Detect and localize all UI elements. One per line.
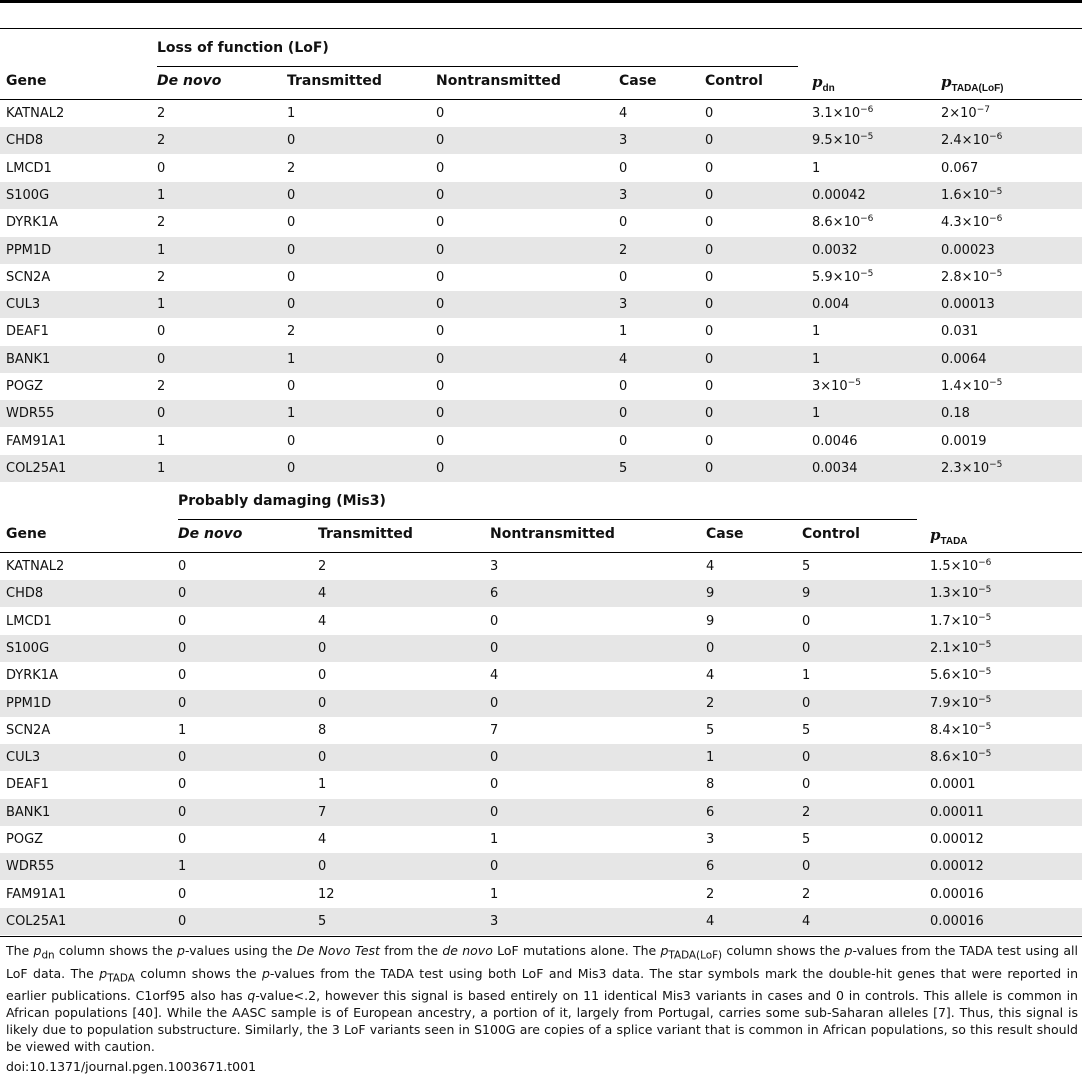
lof-cell-p-tada: $2.3\times 10^{-5}$ — [941, 459, 1003, 476]
lof-cell-transmitted: 0 — [287, 433, 296, 449]
mis3-cell-de-novo: 0 — [178, 559, 187, 574]
mis3-cell-de-novo: 0 — [178, 832, 187, 847]
mis3-header-gene: Gene — [6, 526, 47, 542]
mis3-cell-gene: SCN2A — [6, 722, 51, 738]
lof-cell-p-dn: 0.0032 — [812, 242, 858, 258]
mis3-cell-nontransmitted: 4 — [490, 668, 499, 684]
mis3-cell-gene: DYRK1A — [6, 668, 58, 684]
lof-cell-case: 4 — [619, 106, 628, 121]
lof-cell-nontransmitted: 0 — [436, 379, 445, 394]
mis3-cell-p-tada: 0.00011 — [930, 804, 984, 820]
lof-cell-p-dn: $3\times 10^{-5}$ — [812, 378, 861, 394]
lof-cell-gene: S100G — [6, 187, 50, 203]
mis3-cell-p-tada: $7.9\times 10^{-5}$ — [930, 694, 992, 711]
lof-cell-p-dn: $8.6\times 10^{-6}$ — [812, 214, 874, 231]
mis3-group-rule — [178, 519, 917, 520]
lof-cell-p-tada: $2.4\times 10^{-6}$ — [941, 132, 1003, 149]
mis3-group-title: Probably damaging (Mis3) — [178, 493, 386, 509]
lof-cell-p-tada: $4.3\times 10^{-6}$ — [941, 214, 1003, 231]
table-row — [0, 635, 1082, 662]
lof-cell-de-novo: 1 — [157, 460, 166, 476]
table-row — [0, 608, 1082, 635]
lof-cell-control: 0 — [705, 106, 714, 121]
mis3-header-control: Control — [802, 526, 860, 542]
table-row — [0, 209, 1082, 236]
lof-cell-p-dn: $3.1\times 10^{-6}$ — [812, 105, 874, 121]
table-row — [0, 662, 1082, 689]
lof-cell-control: 0 — [705, 242, 714, 258]
mis3-cell-case: 1 — [706, 750, 715, 766]
mis3-header-p-tada: $p_{TADA}$ — [930, 526, 968, 547]
lof-cell-nontransmitted: 0 — [436, 297, 445, 313]
mis3-cell-p-tada: $5.6\times 10^{-5}$ — [930, 667, 992, 684]
mis3-cell-nontransmitted: 0 — [490, 750, 499, 766]
mis3-cell-control: 0 — [802, 640, 811, 656]
table-row — [0, 127, 1082, 154]
mis3-cell-case: 2 — [706, 695, 715, 711]
table-row — [0, 346, 1082, 373]
lof-cell-de-novo: 2 — [157, 215, 166, 231]
lof-cell-gene: BANK1 — [6, 351, 51, 367]
mis3-cell-de-novo: 0 — [178, 668, 187, 684]
lof-cell-control: 0 — [705, 297, 714, 313]
table-row — [0, 318, 1082, 345]
lof-cell-nontransmitted: 0 — [436, 351, 445, 367]
lof-cell-transmitted: 0 — [287, 297, 296, 313]
lof-cell-p-tada: $1.6\times 10^{-5}$ — [941, 186, 1003, 203]
mis3-cell-p-tada: $2.1\times 10^{-5}$ — [930, 639, 992, 656]
mis3-cell-control: 0 — [802, 613, 811, 629]
lof-cell-transmitted: 2 — [287, 324, 296, 340]
lof-cell-gene: DYRK1A — [6, 215, 58, 231]
mis3-cell-case: 4 — [706, 559, 715, 574]
mis3-cell-de-novo: 1 — [178, 722, 187, 738]
mis3-cell-case: 9 — [706, 586, 715, 602]
lof-header-nontransmitted: Nontransmitted — [436, 73, 561, 89]
mis3-cell-case: 6 — [706, 804, 715, 820]
lof-cell-p-dn: $5.9\times 10^{-5}$ — [812, 268, 874, 285]
mis3-cell-p-tada: 0.0001 — [930, 777, 976, 793]
lof-cell-de-novo: 1 — [157, 433, 166, 449]
table-row — [0, 428, 1082, 455]
mis3-cell-de-novo: 0 — [178, 695, 187, 711]
lof-cell-control: 0 — [705, 215, 714, 231]
table-row — [0, 799, 1082, 826]
lof-cell-case: 0 — [619, 406, 628, 422]
mis3-cell-gene: COL25A1 — [6, 913, 67, 929]
lof-cell-case: 0 — [619, 379, 628, 394]
mis3-cell-nontransmitted: 0 — [490, 859, 499, 875]
lof-header-transmitted: Transmitted — [287, 73, 382, 89]
mis3-cell-control: 9 — [802, 586, 811, 602]
doi-line: doi:10.1371/journal.pgen.1003671.t001 — [6, 1059, 257, 1074]
mis3-cell-gene: BANK1 — [6, 804, 51, 820]
mis3-cell-transmitted: 0 — [318, 859, 327, 875]
mis3-cell-de-novo: 0 — [178, 777, 187, 793]
table-row — [0, 100, 1082, 127]
mis3-cell-nontransmitted: 6 — [490, 586, 499, 602]
mis3-cell-transmitted: 5 — [318, 913, 327, 929]
table-bottom-rule — [0, 936, 1082, 937]
table-row — [0, 264, 1082, 291]
table-row — [0, 182, 1082, 209]
lof-cell-transmitted: 0 — [287, 133, 296, 149]
lof-cell-control: 0 — [705, 133, 714, 149]
lof-cell-gene: KATNAL2 — [6, 106, 65, 121]
mis3-cell-transmitted: 0 — [318, 640, 327, 656]
mis3-cell-gene: POGZ — [6, 832, 44, 847]
lof-cell-p-tada: 0.00013 — [941, 297, 995, 313]
mis3-cell-nontransmitted: 3 — [490, 913, 499, 929]
lof-cell-case: 2 — [619, 242, 628, 258]
mis3-cell-gene: FAM91A1 — [6, 886, 67, 902]
mis3-cell-control: 0 — [802, 750, 811, 766]
lof-cell-de-novo: 1 — [157, 242, 166, 258]
lof-header-gene: Gene — [6, 73, 47, 89]
mis3-cell-gene: DEAF1 — [6, 777, 49, 793]
mis3-cell-de-novo: 0 — [178, 613, 187, 629]
table-row — [0, 826, 1082, 853]
lof-cell-nontransmitted: 0 — [436, 324, 445, 340]
lof-cell-case: 1 — [619, 324, 628, 340]
mis3-cell-transmitted: 8 — [318, 722, 327, 738]
table-row — [0, 291, 1082, 318]
lof-cell-de-novo: 0 — [157, 406, 166, 422]
mis3-cell-control: 0 — [802, 859, 811, 875]
mis3-cell-de-novo: 0 — [178, 886, 187, 902]
mis3-cell-case: 8 — [706, 777, 715, 793]
mis3-cell-control: 0 — [802, 695, 811, 711]
lof-cell-nontransmitted: 0 — [436, 106, 445, 121]
mis3-cell-case: 2 — [706, 886, 715, 902]
table-row — [0, 455, 1082, 482]
lof-cell-control: 0 — [705, 351, 714, 367]
lof-cell-transmitted: 0 — [287, 242, 296, 258]
mis3-cell-control: 1 — [802, 668, 811, 684]
mis3-cell-nontransmitted: 0 — [490, 640, 499, 656]
mis3-cell-control: 5 — [802, 722, 811, 738]
mis3-cell-control: 2 — [802, 886, 811, 902]
lof-cell-p-dn: 0.00042 — [812, 187, 866, 203]
mis3-cell-nontransmitted: 7 — [490, 722, 499, 738]
lof-cell-de-novo: 2 — [157, 133, 166, 149]
mis3-cell-transmitted: 2 — [318, 559, 327, 574]
mis3-cell-p-tada: $8.6\times 10^{-5}$ — [930, 749, 992, 766]
lof-cell-control: 0 — [705, 160, 714, 176]
lof-cell-de-novo: 2 — [157, 269, 166, 285]
lof-cell-transmitted: 1 — [287, 351, 296, 367]
table-row — [0, 580, 1082, 607]
lof-cell-nontransmitted: 0 — [436, 433, 445, 449]
lof-cell-p-dn: 1 — [812, 406, 821, 422]
lof-cell-p-dn: $9.5\times 10^{-5}$ — [812, 132, 874, 149]
lof-cell-nontransmitted: 0 — [436, 406, 445, 422]
mis3-cell-nontransmitted: 3 — [490, 559, 499, 574]
lof-cell-control: 0 — [705, 324, 714, 340]
lof-cell-gene: FAM91A1 — [6, 433, 67, 449]
lof-cell-case: 0 — [619, 433, 628, 449]
lof-cell-nontransmitted: 0 — [436, 242, 445, 258]
lof-cell-p-tada: 0.0019 — [941, 433, 987, 449]
mis3-cell-nontransmitted: 0 — [490, 695, 499, 711]
lof-cell-control: 0 — [705, 269, 714, 285]
lof-cell-gene: CHD8 — [6, 133, 44, 149]
lof-cell-p-dn: 0.0046 — [812, 433, 858, 449]
table-row — [0, 237, 1082, 264]
mis3-cell-gene: CHD8 — [6, 586, 44, 602]
lof-header-p-tada-lof: $p_{TADA(LoF)}$ — [941, 73, 1004, 94]
mis3-cell-case: 5 — [706, 722, 715, 738]
lof-cell-case: 5 — [619, 460, 628, 476]
lof-cell-case: 0 — [619, 269, 628, 285]
mis3-header-case: Case — [706, 526, 744, 542]
mis3-cell-gene: PPM1D — [6, 695, 52, 711]
mis3-cell-nontransmitted: 0 — [490, 804, 499, 820]
table-row — [0, 717, 1082, 744]
mis3-cell-transmitted: 0 — [318, 750, 327, 766]
lof-cell-transmitted: 0 — [287, 269, 296, 285]
mis3-cell-nontransmitted: 1 — [490, 886, 499, 902]
table-top-border — [0, 0, 1082, 3]
lof-group-title: Loss of function (LoF) — [157, 40, 329, 56]
lof-cell-p-tada: 0.031 — [941, 324, 979, 340]
mis3-cell-gene: S100G — [6, 640, 50, 656]
mis3-cell-gene: WDR55 — [6, 859, 55, 875]
lof-cell-p-tada: 0.18 — [941, 406, 970, 422]
lof-cell-p-dn: 1 — [812, 324, 821, 340]
lof-cell-control: 0 — [705, 433, 714, 449]
mis3-cell-gene: CUL3 — [6, 750, 41, 766]
mis3-cell-gene: LMCD1 — [6, 613, 52, 629]
lof-cell-nontransmitted: 0 — [436, 460, 445, 476]
mis3-cell-control: 4 — [802, 913, 811, 929]
mis3-cell-case: 0 — [706, 640, 715, 656]
lof-cell-control: 0 — [705, 187, 714, 203]
mis3-cell-transmitted: 4 — [318, 586, 327, 602]
lof-cell-gene: SCN2A — [6, 269, 51, 285]
mis3-header-nontransmitted: Nontransmitted — [490, 526, 615, 542]
table-row — [0, 155, 1082, 182]
lof-cell-p-tada: $2\times 10^{-7}$ — [941, 105, 990, 121]
lof-cell-case: 3 — [619, 187, 628, 203]
table-row — [0, 553, 1082, 580]
mis3-header-de-novo: De novo — [178, 526, 243, 542]
lof-cell-de-novo: 1 — [157, 297, 166, 313]
lof-cell-nontransmitted: 0 — [436, 215, 445, 231]
lof-cell-gene: CUL3 — [6, 297, 41, 313]
lof-header-case: Case — [619, 73, 657, 89]
lof-cell-de-novo: 2 — [157, 106, 166, 121]
lof-cell-de-novo: 0 — [157, 160, 166, 176]
table-row — [0, 881, 1082, 908]
lof-cell-transmitted: 1 — [287, 106, 296, 121]
lof-cell-gene: LMCD1 — [6, 160, 52, 176]
lof-header-p-dn: $p_{dn}$ — [812, 73, 835, 94]
mis3-cell-case: 3 — [706, 832, 715, 847]
lof-cell-p-tada: 0.067 — [941, 160, 979, 176]
table-row — [0, 744, 1082, 771]
mis3-cell-p-tada: 0.00016 — [930, 913, 984, 929]
lof-cell-transmitted: 1 — [287, 406, 296, 422]
lof-cell-nontransmitted: 0 — [436, 269, 445, 285]
lof-cell-transmitted: 0 — [287, 379, 296, 394]
mis3-cell-control: 5 — [802, 832, 811, 847]
lof-cell-nontransmitted: 0 — [436, 133, 445, 149]
lof-cell-case: 0 — [619, 160, 628, 176]
lof-cell-gene: COL25A1 — [6, 460, 67, 476]
mis3-cell-transmitted: 7 — [318, 804, 327, 820]
mis3-cell-p-tada: 0.00012 — [930, 832, 984, 847]
mis3-cell-transmitted: 0 — [318, 668, 327, 684]
table-row — [0, 373, 1082, 400]
mis3-cell-case: 4 — [706, 913, 715, 929]
mis3-cell-transmitted: 4 — [318, 832, 327, 847]
mis3-cell-control: 0 — [802, 777, 811, 793]
lof-cell-de-novo: 2 — [157, 379, 166, 394]
lof-cell-transmitted: 0 — [287, 460, 296, 476]
lof-cell-p-dn: 0.004 — [812, 297, 850, 313]
lof-cell-control: 0 — [705, 460, 714, 476]
mis3-cell-de-novo: 0 — [178, 586, 187, 602]
lof-cell-p-tada: $1.4\times 10^{-5}$ — [941, 378, 1003, 394]
table-row — [0, 690, 1082, 717]
mis3-cell-nontransmitted: 0 — [490, 777, 499, 793]
lof-cell-transmitted: 0 — [287, 187, 296, 203]
table-header-top-rule — [0, 28, 1082, 29]
lof-cell-p-dn: 1 — [812, 351, 821, 367]
mis3-header-transmitted: Transmitted — [318, 526, 413, 542]
mis3-cell-p-tada: $1.5\times 10^{-6}$ — [930, 558, 992, 574]
mis3-cell-transmitted: 4 — [318, 613, 327, 629]
lof-cell-transmitted: 2 — [287, 160, 296, 176]
lof-cell-control: 0 — [705, 406, 714, 422]
mis3-cell-case: 6 — [706, 859, 715, 875]
lof-cell-gene: DEAF1 — [6, 324, 49, 340]
mis3-cell-de-novo: 0 — [178, 750, 187, 766]
mis3-cell-p-tada: $1.7\times 10^{-5}$ — [930, 612, 992, 629]
mis3-cell-de-novo: 0 — [178, 640, 187, 656]
lof-cell-transmitted: 0 — [287, 215, 296, 231]
lof-cell-de-novo: 0 — [157, 324, 166, 340]
lof-group-rule — [157, 66, 798, 67]
mis3-cell-de-novo: 0 — [178, 913, 187, 929]
lof-cell-p-tada: 0.00023 — [941, 242, 995, 258]
mis3-cell-de-novo: 1 — [178, 859, 187, 875]
lof-cell-p-dn: 1 — [812, 160, 821, 176]
lof-cell-control: 0 — [705, 379, 714, 394]
mis3-cell-p-tada: $8.4\times 10^{-5}$ — [930, 721, 992, 738]
lof-cell-p-tada: $2.8\times 10^{-5}$ — [941, 268, 1003, 285]
mis3-cell-gene: KATNAL2 — [6, 559, 65, 574]
mis3-cell-nontransmitted: 0 — [490, 613, 499, 629]
mis3-cell-case: 9 — [706, 613, 715, 629]
mis3-cell-p-tada: 0.00012 — [930, 859, 984, 875]
table-row — [0, 400, 1082, 427]
table-row — [0, 771, 1082, 798]
lof-cell-nontransmitted: 0 — [436, 160, 445, 176]
lof-cell-case: 4 — [619, 351, 628, 367]
lof-header-control: Control — [705, 73, 763, 89]
lof-cell-case: 3 — [619, 133, 628, 149]
mis3-cell-case: 4 — [706, 668, 715, 684]
mis3-cell-p-tada: 0.00016 — [930, 886, 984, 902]
mis3-cell-transmitted: 0 — [318, 695, 327, 711]
lof-header-de-novo: De novo — [157, 73, 222, 89]
lof-cell-de-novo: 0 — [157, 351, 166, 367]
mis3-cell-control: 5 — [802, 559, 811, 574]
mis3-cell-transmitted: 12 — [318, 886, 335, 902]
lof-cell-case: 0 — [619, 215, 628, 231]
mis3-cell-de-novo: 0 — [178, 804, 187, 820]
mis3-cell-transmitted: 1 — [318, 777, 327, 793]
lof-cell-p-dn: 0.0034 — [812, 460, 858, 476]
lof-cell-de-novo: 1 — [157, 187, 166, 203]
table-footnote: The $p_{dn}$ column shows the p-values using the De Novo Test from the de novo LoF mutations alone. The $p_{TADA(LoF)}$ column shows the p-values from the TADA test using all LoF data. The $p_{TADA}$ column shows the p-values from the TADA test using both LoF and Mis3 data. The star symbols mark the double-hit genes that were reported in earlier publications. C1orf95 also has q-value<.2, however this signal is based entirely on 11 identical Mis3 variants in cases and 0 in controls. This allele is common in African populations [40]. While the AASC sample is of European ancestry, a portion of it, largely from Portugal, carries some sub-Saharan alleles [7]. Thus, this signal is likely due to population substructure. Similarly, the 3 LoF variants seen in S100G are copies of a splice variant that is common in African populations, so this result should be viewed with caution. — [6, 943, 1078, 1054]
lof-cell-gene: POGZ — [6, 379, 44, 394]
mis3-cell-control: 2 — [802, 804, 811, 820]
lof-cell-gene: PPM1D — [6, 242, 52, 258]
lof-cell-nontransmitted: 0 — [436, 187, 445, 203]
mis3-cell-p-tada: $1.3\times 10^{-5}$ — [930, 585, 992, 602]
lof-cell-case: 3 — [619, 297, 628, 313]
table-row — [0, 908, 1082, 935]
lof-cell-gene: WDR55 — [6, 406, 55, 422]
mis3-cell-nontransmitted: 1 — [490, 832, 499, 847]
table-row — [0, 853, 1082, 880]
lof-cell-p-tada: 0.0064 — [941, 351, 987, 367]
